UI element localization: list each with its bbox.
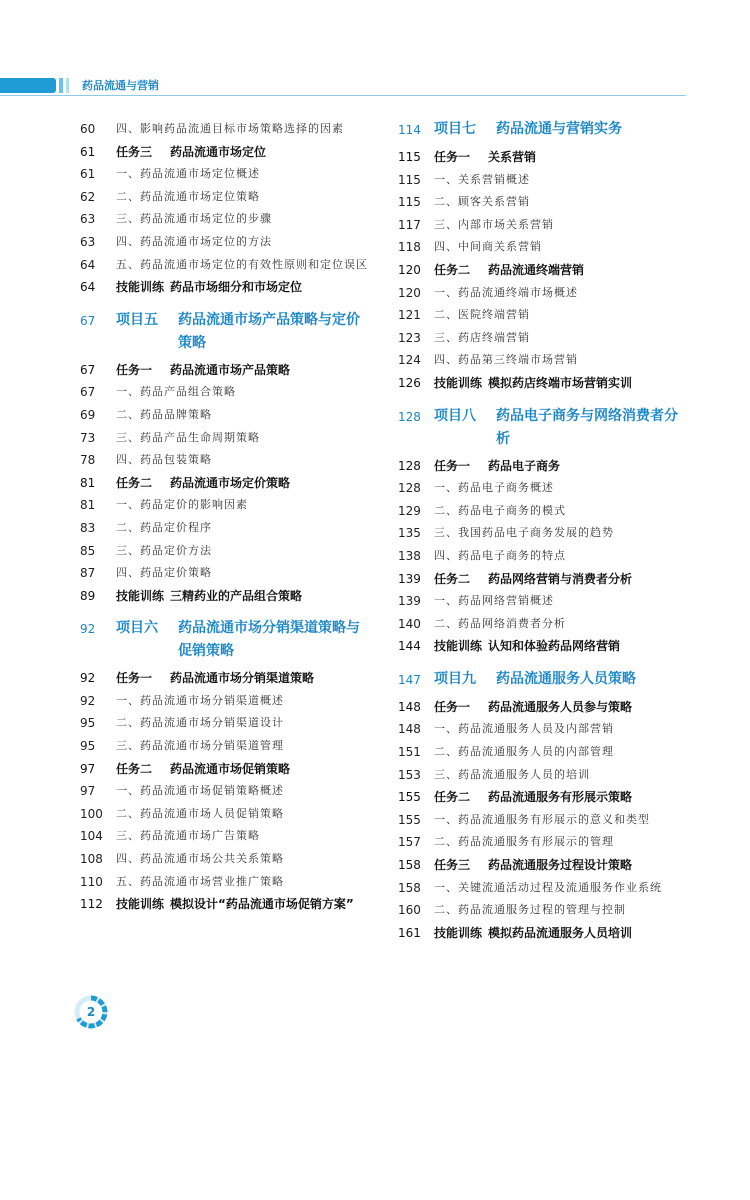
toc-page-number: 63 [80,234,96,249]
toc-entry-label: 任务一 [434,150,471,164]
toc-entry-title: 四、药品流通市场定位的方法 [116,234,272,248]
toc-entry-heading [434,854,690,877]
running-header [0,78,750,98]
toc-page-number: 158 [398,880,421,895]
toc-task-entry [80,359,370,382]
toc-project-entry [398,405,690,451]
toc-item-entry [398,522,690,545]
toc-page-number: 157 [398,835,421,850]
toc-page-number: 85 [80,543,96,558]
toc-item-entry [398,899,690,922]
toc-item-entry [398,741,690,764]
toc-entry-label: 项目八 [434,407,476,424]
toc-page-number: 61 [80,167,96,182]
toc-page-number: 92 [80,693,96,708]
toc-item-entry [80,186,370,209]
toc-project-entry [80,309,370,355]
page-number: 2 [86,1005,96,1019]
toc-entry-label: 项目五 [116,311,158,328]
toc-entry-title: 一、药品流通服务有形展示的意义和类型 [434,812,650,826]
toc-entry-heading [434,568,690,591]
toc-entry-title: 药品网络营销与消费者分析 [488,571,633,586]
toc-entry-title: 药品流通市场促销策略 [170,761,291,776]
toc-task-entry [80,893,370,916]
toc-entry-label: 技能训练 [434,639,483,654]
toc-item-entry [80,871,370,894]
toc-entry-title: 二、药品流通服务人员的内部管理 [434,745,614,759]
toc-entry-title: 药品流通与营销实务 [496,121,622,137]
toc-item-entry [398,718,690,741]
toc-entry-title: 三精药业的产品组合策略 [170,588,303,603]
toc-page-number: 61 [80,144,96,159]
toc-task-entry [80,758,370,781]
toc-entry-label: 任务二 [434,790,471,805]
toc-entry-title: 一、药品产品组合策略 [116,385,236,399]
toc-entry-heading [116,472,370,495]
toc-page-number: 78 [80,453,96,468]
toc-entry-heading [116,141,370,164]
toc-entry-title: 一、药品流通终端市场概述 [434,285,578,299]
toc-item-entry [80,163,370,186]
toc-page-number: 121 [398,308,421,323]
toc-page-number: 144 [398,639,421,654]
running-header-title: 药品流通与营销 [82,79,159,92]
toc-item-entry [80,449,370,472]
toc-entry-title: 关系营销 [488,150,537,164]
toc-entry-title: 药品电子商务与网络消费者分析 [496,407,678,447]
toc-entry-heading [434,635,690,658]
toc-item-entry [80,494,370,517]
toc-page-number: 161 [398,925,421,940]
toc-entry-title: 二、药品流通市场人员促销策略 [116,806,284,820]
toc-entry-heading [116,309,370,355]
toc-column-right [398,118,690,944]
toc-entry-title: 一、药品定价的影响因素 [116,498,248,512]
toc-entry-title: 四、药品定价策略 [116,566,212,580]
toc-entry-title: 四、药品电子商务的特点 [434,548,566,562]
toc-entry-title: 二、药品定价程序 [116,520,212,534]
toc-entry-label: 项目九 [434,670,476,687]
toc-page-number: 120 [398,262,421,277]
toc-task-entry [80,276,370,299]
toc-page-number: 110 [80,874,103,889]
header-accent-stripe [59,78,63,93]
toc-page-number: 108 [80,852,103,867]
toc-entry-title: 药品市场细分和市场定位 [170,280,303,295]
toc-task-entry [80,667,370,690]
toc-entry-title: 五、药品流通市场营业推广策略 [116,874,284,888]
toc-page-number: 155 [398,812,421,827]
toc-entry-label: 任务三 [116,144,153,159]
toc-task-entry [398,922,690,945]
toc-page-number: 114 [398,123,421,137]
toc-entry-heading [434,696,690,719]
toc-entry-title: 四、药品流通市场公共关系策略 [116,852,284,866]
toc-entry-title: 药品流通市场产品策略 [170,362,291,377]
toc-entry-title: 药品电子商务 [488,458,561,473]
toc-task-entry [398,786,690,809]
toc-entry-label: 任务二 [116,475,153,490]
toc-page-number: 139 [398,571,421,586]
header-rule [0,95,686,96]
toc-entry-title: 一、药品流通市场定位概述 [116,167,260,181]
toc-page-number: 64 [80,280,96,295]
toc-entry-title: 一、药品流通市场促销策略概述 [116,784,284,798]
toc-entry-title: 三、药品流通市场广告策略 [116,829,260,843]
toc-item-entry [80,404,370,427]
toc-entry-heading [434,146,690,169]
toc-item-entry [80,517,370,540]
toc-page-number: 95 [80,716,96,731]
toc-entry-label: 任务二 [116,761,153,776]
toc-item-entry [398,169,690,192]
toc-page-number: 112 [80,897,103,912]
toc-item-entry [80,427,370,450]
toc-item-entry [80,735,370,758]
toc-entry-title: 一、关键流通活动过程及流通服务作业系统 [434,880,662,894]
toc-item-entry [398,545,690,568]
toc-entry-title: 三、我国药品电子商务发展的趋势 [434,526,614,540]
toc-page-number: 148 [398,722,421,737]
toc-entry-title: 三、药品流通市场分销渠道管理 [116,739,284,753]
toc-page-number: 153 [398,767,421,782]
toc-entry-heading [116,758,370,781]
toc-project-entry [80,617,370,663]
toc-entry-title: 三、药品流通服务人员的培训 [434,767,590,781]
toc-item-entry [80,825,370,848]
toc-task-entry [398,259,690,282]
toc-page-number: 123 [398,330,421,345]
toc-entry-heading [116,667,370,690]
toc-entry-title: 药品流通服务人员参与策略 [488,699,633,714]
toc-entry-label: 任务一 [116,362,153,377]
toc-entry-title: 模拟药品流通服务人员培训 [488,925,633,940]
toc-entry-title: 一、药品电子商务概述 [434,481,554,495]
toc-page-number: 81 [80,475,96,490]
toc-page-number: 135 [398,526,421,541]
toc-page-number: 151 [398,745,421,760]
toc-entry-label: 项目六 [116,620,158,637]
toc-item-entry [80,118,370,141]
toc-page-number: 158 [398,858,421,873]
toc-page-number: 60 [80,122,96,136]
toc-page-number: 160 [398,903,421,918]
toc-page-number: 126 [398,375,421,390]
toc-page-number: 129 [398,503,421,518]
toc-entry-title: 三、药店终端营销 [434,330,530,344]
toc-task-entry [398,635,690,658]
toc-page-number: 115 [398,172,421,187]
toc-page-number: 124 [398,353,421,368]
toc-task-entry [398,455,690,478]
toc-item-entry [80,381,370,404]
toc-entry-heading [116,276,370,299]
toc-item-entry [398,214,690,237]
toc-entry-label: 技能训练 [116,588,165,603]
toc-entry-heading [434,372,690,395]
toc-page-number: 89 [80,588,96,603]
toc-entry-label: 技能训练 [434,925,483,940]
toc-entry-title: 二、药品网络消费者分析 [434,616,566,630]
toc-entry-title: 四、药品第三终端市场营销 [434,353,578,367]
toc-page-number: 155 [398,790,421,805]
toc-item-entry [398,500,690,523]
toc-entry-title: 药品流通市场分销渠道策略 [170,671,315,686]
toc-task-entry [80,585,370,608]
toc-item-entry [398,613,690,636]
toc-item-entry [398,236,690,259]
toc-entry-title: 二、药品品牌策略 [116,407,212,421]
toc-task-entry [80,141,370,164]
toc-item-entry [80,848,370,871]
toc-task-entry [398,372,690,395]
toc-entry-title: 一、药品流通服务人员及内部营销 [434,722,614,736]
toc-item-entry [398,304,690,327]
toc-page-number: 128 [398,409,421,424]
toc-entry-title: 三、药品定价方法 [116,543,212,557]
toc-entry-heading [434,259,690,282]
toc-item-entry [80,540,370,563]
toc-page-number: 148 [398,699,421,714]
toc-entry-heading [434,922,690,945]
toc-entry-label: 任务二 [434,571,471,586]
toc-entry-title: 药品流通终端营销 [488,262,585,277]
toc-entry-title: 药品流通市场产品策略与定价策略 [178,311,360,351]
toc-entry-label: 项目七 [434,121,476,137]
toc-entry-title: 五、药品流通市场定位的有效性原则和定位误区 [116,257,368,271]
toc-entry-heading [116,359,370,382]
toc-entry-title: 三、药品产品生命周期策略 [116,430,260,444]
toc-entry-title: 二、医院终端营销 [434,308,530,322]
toc-entry-title: 认知和体验药品网络营销 [488,639,621,654]
toc-page-number: 147 [398,672,421,687]
toc-item-entry [398,191,690,214]
toc-entry-title: 四、影响药品流通目标市场策略选择的因素 [116,122,344,135]
toc-item-entry [398,282,690,305]
toc-item-entry [398,327,690,350]
toc-page-number: 128 [398,458,421,473]
toc-project-entry [398,118,690,142]
toc-page-number: 128 [398,481,421,496]
toc-entry-title: 一、药品流通市场分销渠道概述 [116,693,284,707]
toc-entry-title: 二、药品电子商务的模式 [434,503,566,517]
toc-page-number: 83 [80,520,96,535]
toc-page-number: 92 [80,622,96,637]
toc-page-number: 95 [80,739,96,754]
toc-entry-heading [116,585,370,608]
toc-entry-title: 一、药品网络营销概述 [434,594,554,608]
toc-item-entry [398,477,690,500]
toc-page-number: 115 [398,150,421,164]
toc-page-number: 67 [80,362,96,377]
toc-entry-title: 二、药品流通服务过程的管理与控制 [434,903,626,917]
toc-entry-heading [434,668,690,691]
toc-task-entry [398,854,690,877]
toc-page-number: 67 [80,313,96,328]
toc-page-number: 67 [80,385,96,400]
toc-item-entry [80,780,370,803]
toc-entry-title: 一、关系营销概述 [434,172,530,186]
toc-item-entry [80,803,370,826]
toc-entry-title: 药品流通市场定位 [170,144,267,159]
toc-entry-title: 药品流通服务过程设计策略 [488,858,633,873]
toc-entry-heading [116,893,370,916]
toc-item-entry [398,349,690,372]
toc-page-number: 100 [80,806,103,821]
toc-page-number: 97 [80,761,96,776]
toc-entry-title: 模拟设计“药品流通市场促销方案” [170,897,354,912]
toc-entry-title: 药品流通市场分销渠道策略与促销策略 [178,620,360,660]
toc-entry-heading [116,617,370,663]
toc-entry-title: 四、中间商关系营销 [434,240,542,254]
toc-page-number: 97 [80,784,96,799]
toc-item-entry [80,712,370,735]
toc-entry-heading [434,118,690,141]
toc-item-entry [80,562,370,585]
toc-item-entry [398,809,690,832]
toc-entry-title: 二、药品流通市场定位策略 [116,189,260,203]
toc-page-number: 140 [398,616,421,631]
toc-entry-label: 任务一 [434,699,471,714]
toc-entry-label: 任务一 [116,671,153,686]
toc-task-entry [80,472,370,495]
toc-entry-title: 二、药品流通市场分销渠道设计 [116,716,284,730]
toc-page-number: 81 [80,498,96,513]
toc-item-entry [398,764,690,787]
toc-entry-title: 四、药品包装策略 [116,453,212,467]
toc-page-number: 120 [398,285,421,300]
toc-entry-title: 药品流通服务人员策略 [496,670,636,687]
toc-project-entry [398,668,690,692]
toc-page-number: 92 [80,671,96,686]
toc-item-entry [398,590,690,613]
toc-entry-heading [434,455,690,478]
toc-page-number: 69 [80,407,96,422]
page-number-badge [73,994,109,1030]
toc-page-number: 62 [80,189,96,204]
toc-page-number: 139 [398,594,421,609]
toc-entry-heading [434,405,690,451]
toc-entry-title: 三、药品流通市场定位的步骤 [116,212,272,226]
header-accent-bar [0,78,56,93]
toc-entry-heading [434,786,690,809]
toc-page-number: 138 [398,548,421,563]
toc-entry-title: 二、药品流通服务有形展示的管理 [434,835,614,849]
toc-item-entry [80,254,370,277]
toc-page-number: 115 [398,195,421,210]
toc-entry-label: 任务一 [434,458,471,473]
toc-page-number: 64 [80,257,96,272]
toc-entry-label: 任务二 [434,262,471,277]
toc-page-number: 117 [398,217,421,232]
toc-page-number: 63 [80,212,96,227]
toc-task-entry [398,696,690,719]
header-accent-stripe [66,78,69,93]
toc-task-entry [398,568,690,591]
toc-page-number: 118 [398,240,421,255]
toc-item-entry [80,231,370,254]
toc-page-number: 104 [80,829,103,844]
toc-entry-label: 技能训练 [116,897,165,912]
toc-page-number: 87 [80,566,96,581]
toc-item-entry [398,831,690,854]
toc-entry-label: 技能训练 [116,280,165,295]
toc-entry-title: 三、内部市场关系营销 [434,217,554,231]
toc-entry-title: 药品流通市场定价策略 [170,475,291,490]
toc-entry-title: 药品流通服务有形展示策略 [488,790,633,805]
toc-entry-label: 任务三 [434,858,471,873]
toc-entry-title: 模拟药店终端市场营销实训 [488,375,633,390]
toc-item-entry [80,690,370,713]
toc-page-number: 73 [80,430,96,445]
toc-column-left [80,118,370,916]
toc-item-entry [398,877,690,900]
toc-entry-title: 二、顾客关系营销 [434,195,530,209]
toc-item-entry [80,208,370,231]
toc-entry-label: 技能训练 [434,375,483,390]
toc-task-entry [398,146,690,169]
